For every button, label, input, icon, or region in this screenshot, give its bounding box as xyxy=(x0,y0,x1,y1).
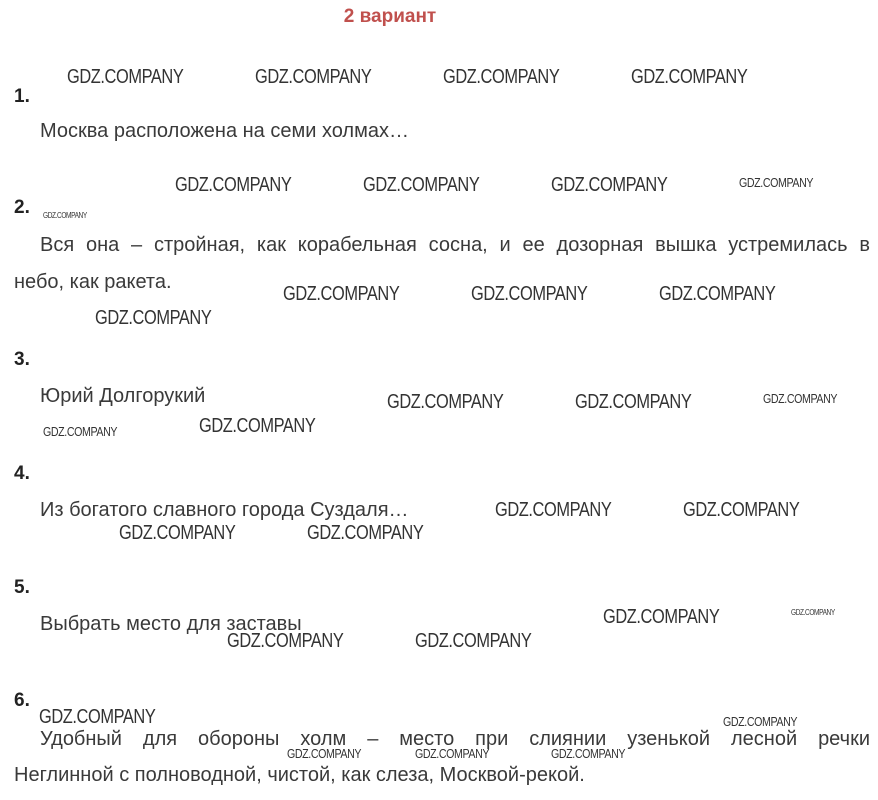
watermark: GDZ.COMPANY xyxy=(575,391,692,413)
watermark: GDZ.COMPANY xyxy=(763,391,838,406)
watermark: GDZ.COMPANY xyxy=(95,307,212,329)
variant-title: 2 вариант xyxy=(343,6,437,27)
answer-6-line-1: Удобный для обороны холм – место при слиянии узенькой лесной речки xyxy=(40,728,870,750)
answer-2-line-1: Вся она – стройная, как корабельная сосна, и ее дозорная вышка устремилась в xyxy=(40,234,870,256)
watermark: GDZ.COMPANY xyxy=(495,499,612,521)
watermark: GDZ.COMPANY xyxy=(307,522,424,544)
watermark: GDZ.COMPANY xyxy=(683,499,800,521)
answer-3: Юрий Долгорукий xyxy=(40,385,206,407)
watermark: GDZ.COMPANY xyxy=(791,608,835,617)
item-number-1: 1. xyxy=(14,86,30,107)
watermark: GDZ.COMPANY xyxy=(551,746,626,761)
watermark: GDZ.COMPANY xyxy=(119,522,236,544)
item-number-2: 2. xyxy=(14,197,30,218)
watermark: GDZ.COMPANY xyxy=(199,415,316,437)
watermark: GDZ.COMPANY xyxy=(287,746,362,761)
watermark: GDZ.COMPANY xyxy=(387,391,504,413)
watermark: GDZ.COMPANY xyxy=(659,283,776,305)
watermark: GDZ.COMPANY xyxy=(43,424,118,439)
watermark: GDZ.COMPANY xyxy=(283,283,400,305)
answer-4: Из богатого славного города Суздаля… xyxy=(40,499,409,521)
watermark: GDZ.COMPANY xyxy=(175,174,292,196)
watermark: GDZ.COMPANY xyxy=(39,706,156,728)
item-number-3: 3. xyxy=(14,349,30,370)
item-number-4: 4. xyxy=(14,463,30,484)
answer-5: Выбрать место для заставы xyxy=(40,613,302,635)
item-number-6: 6. xyxy=(14,690,30,711)
answer-1: Москва расположена на семи холмах… xyxy=(40,120,409,142)
answer-2-line-2: небо, как ракета. xyxy=(14,271,172,293)
watermark: GDZ.COMPANY xyxy=(739,175,814,190)
watermark: GDZ.COMPANY xyxy=(603,606,720,628)
watermark: GDZ.COMPANY xyxy=(723,714,798,729)
watermark: GDZ.COMPANY xyxy=(415,630,532,652)
watermark: GDZ.COMPANY xyxy=(67,66,184,88)
item-number-5: 5. xyxy=(14,577,30,598)
watermark: GDZ.COMPANY xyxy=(43,211,87,220)
watermark: GDZ.COMPANY xyxy=(471,283,588,305)
watermark: GDZ.COMPANY xyxy=(227,630,344,652)
watermark: GDZ.COMPANY xyxy=(443,66,560,88)
watermark: GDZ.COMPANY xyxy=(631,66,748,88)
watermark: GDZ.COMPANY xyxy=(363,174,480,196)
answer-6-line-2: Неглинной с полноводной, чистой, как слеза, Москвой-рекой. xyxy=(14,764,585,786)
watermark: GDZ.COMPANY xyxy=(255,66,372,88)
watermark: GDZ.COMPANY xyxy=(551,174,668,196)
watermark: GDZ.COMPANY xyxy=(415,746,490,761)
